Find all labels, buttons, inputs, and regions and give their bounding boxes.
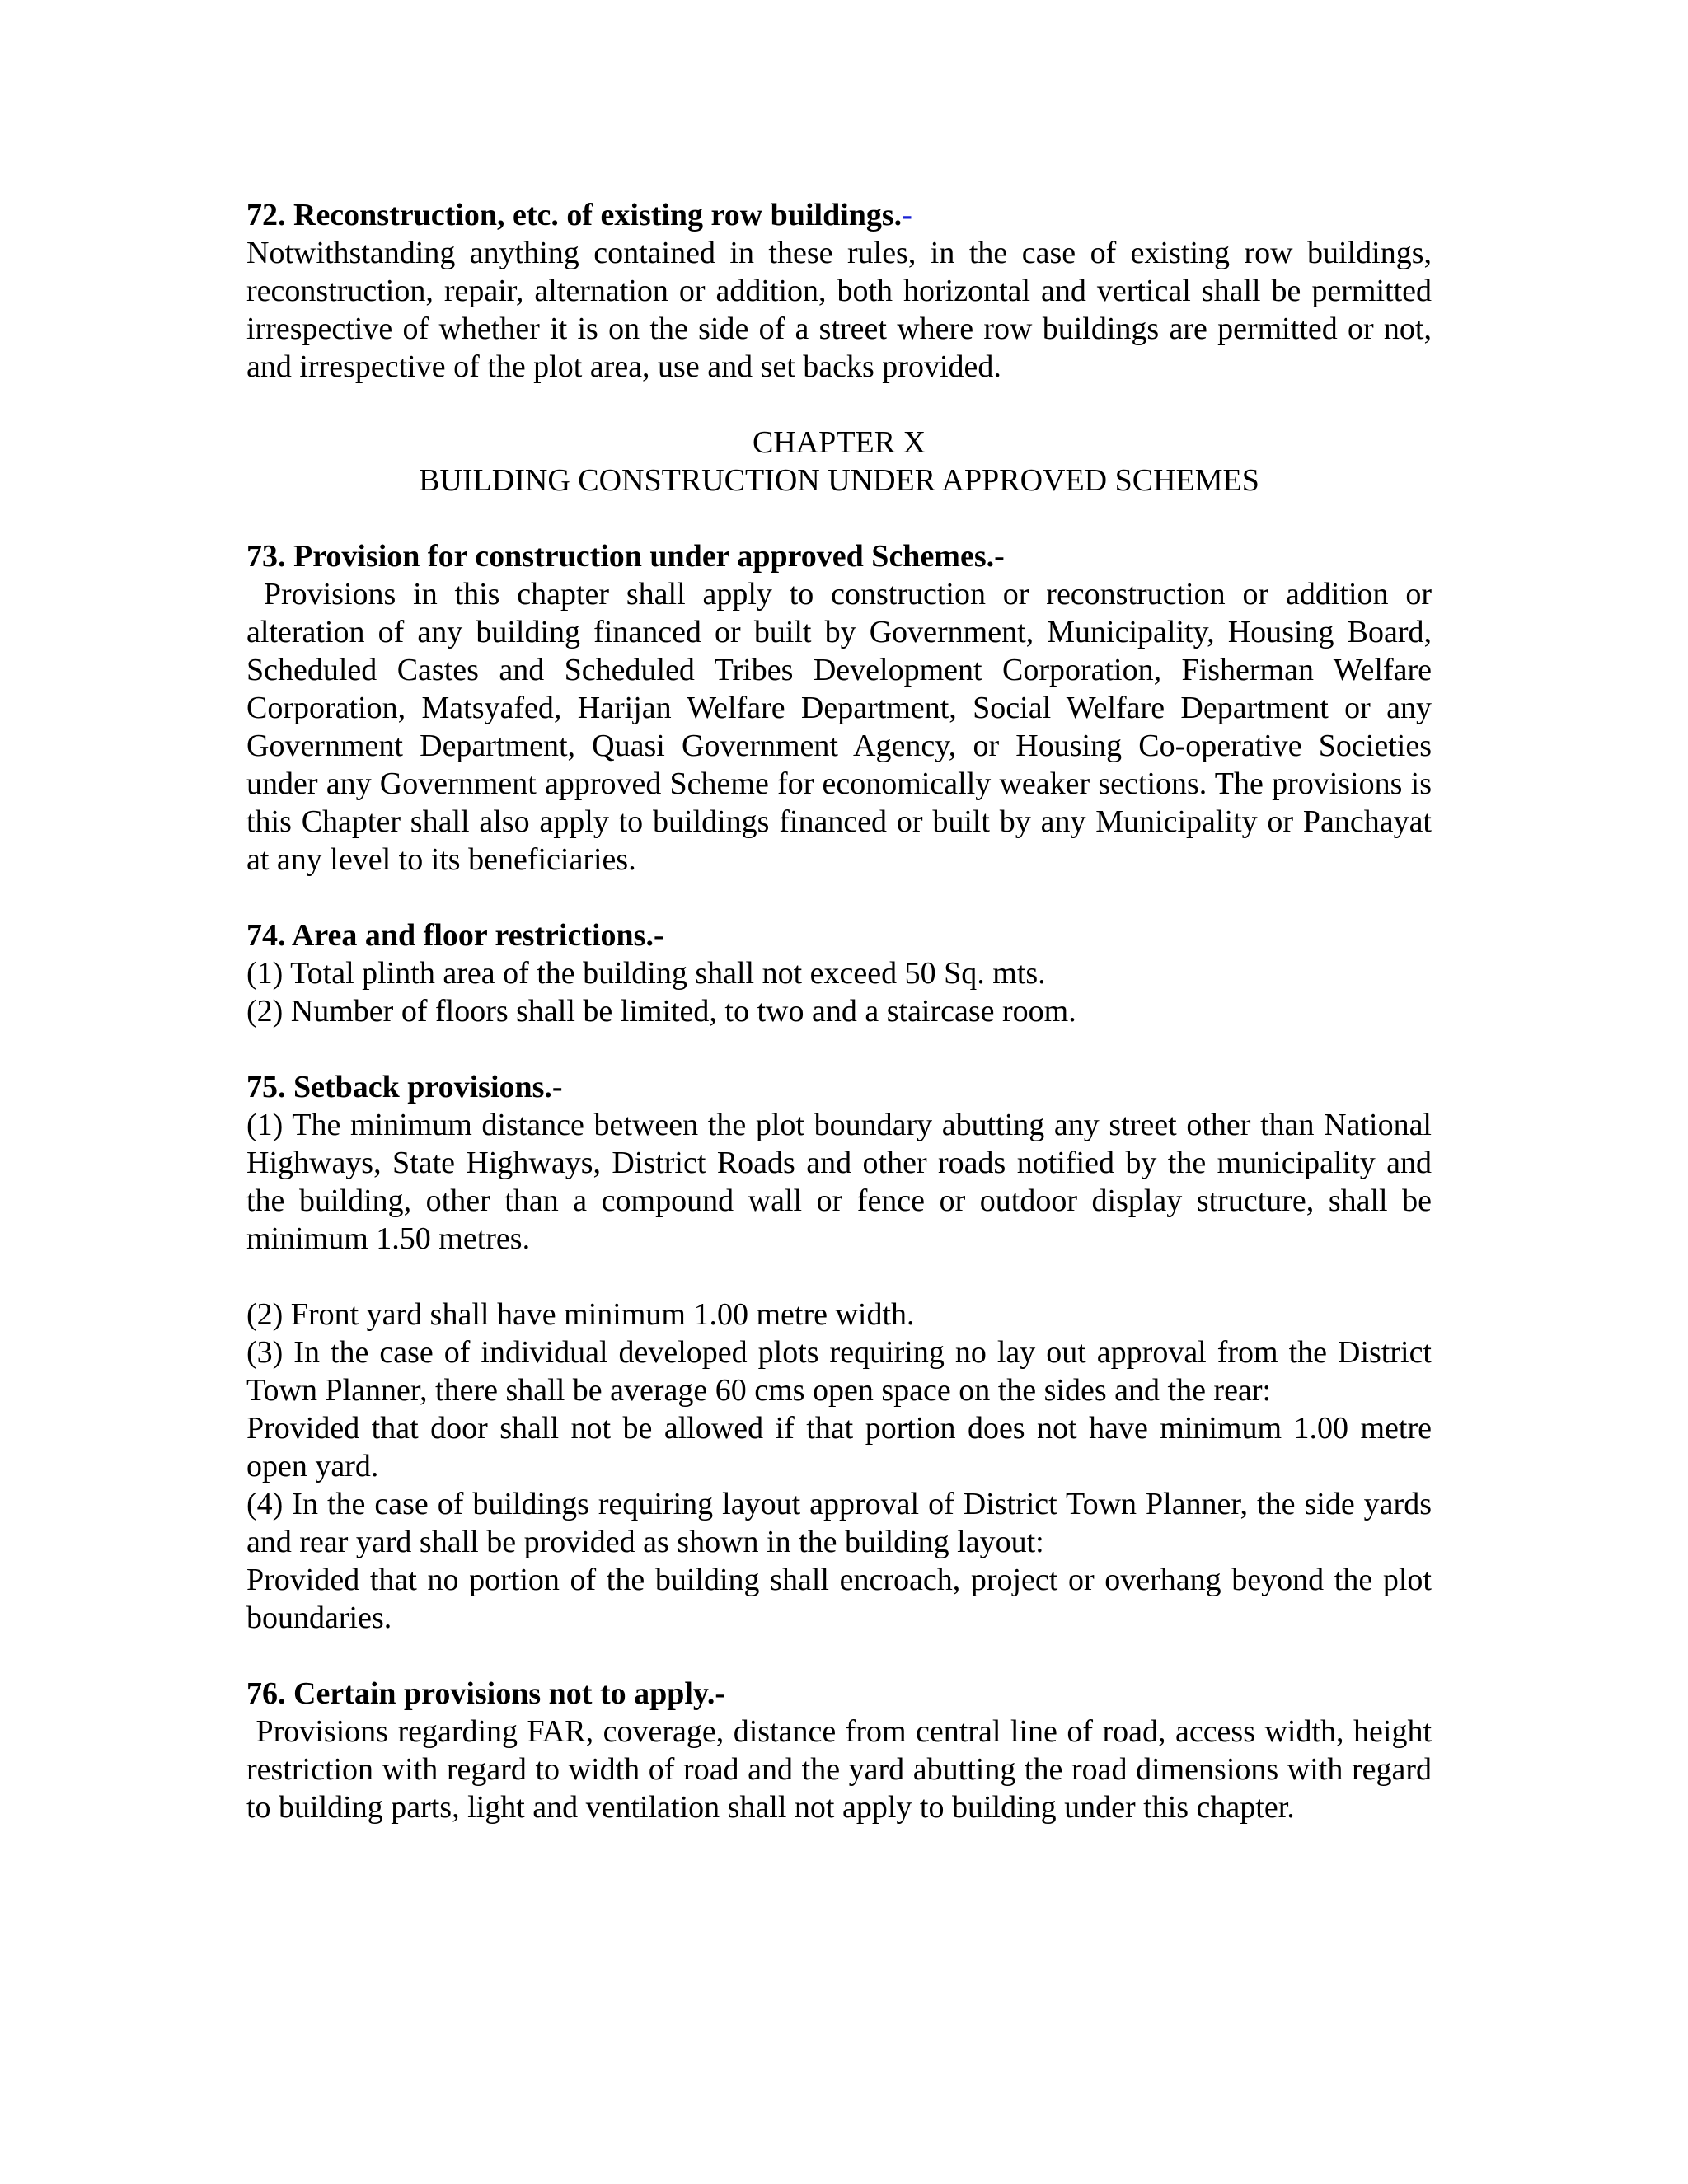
section-76-heading: 76. Certain provisions not to apply.- xyxy=(246,1676,725,1711)
spacer xyxy=(246,879,1432,916)
chapter-heading xyxy=(246,424,1432,499)
chapter-title: BUILDING CONSTRUCTION UNDER APPROVED SCHEMES xyxy=(419,463,1259,498)
section-73-body: Provisions in this chapter shall apply to construction or reconstruction or addition or alteration of any building financed or built by Government, Municipality, Housing Board, Scheduled Castes and Scheduled Tribes Development Corporation, Fisherman Welfare Corporation, Matsyafed, Harijan Welfare Department, Social Welfare Department or any Government Department, Quasi Government Agency, or Housing Co-operative Societies under any Government approved Scheme for economically weaker sections. The provisions is this Chapter shall also apply to buildings financed or built by any Municipality or Panchayat at any level to its beneficiaries. xyxy=(246,577,1440,877)
document-page xyxy=(246,196,1440,1826)
spacer xyxy=(246,1030,1432,1068)
section-74-heading: 74. Area and floor restrictions.- xyxy=(246,918,664,953)
section-73 xyxy=(246,537,1440,879)
section-72-heading xyxy=(246,196,1432,234)
section-75-clause-2: (2) Front yard shall have minimum 1.00 metre width. xyxy=(246,1297,915,1332)
section-76 xyxy=(246,1675,1440,1826)
section-72 xyxy=(246,196,1432,386)
section-74-clause-2: (2) Number of floors shall be limited, to two and a staircase room. xyxy=(246,994,1076,1029)
section-72-heading-text: 72. Reconstruction, etc. of existing row buildings. xyxy=(246,198,903,232)
section-72-body: Notwithstanding anything contained in these rules, in the case of existing row buildings, reconstruction, repair, alternation or addition, both horizontal and vertical shall be permitted irrespective of whether it is on the side of a street where row buildings are permitted or not, and irrespective of the plot area, use and set backs provided. xyxy=(246,236,1432,384)
section-73-heading: 73. Provision for construction under approved Schemes.- xyxy=(246,539,1005,574)
spacer xyxy=(246,1637,1432,1675)
section-76-body: Provisions regarding FAR, coverage, distance from central line of road, access width, height restriction with regard to width of road and the yard abutting the road dimensions with regard to building parts, light and ventilation shall not apply to building under this chapter. xyxy=(246,1714,1440,1825)
section-75-heading: 75. Setback provisions.- xyxy=(246,1070,563,1104)
section-75-clause-4: (4) In the case of buildings requiring layout approval of District Town Planner, the side yards and rear yard shall be provided as shown in the building layout: xyxy=(246,1487,1432,1559)
chapter-number: CHAPTER X xyxy=(752,425,926,460)
spacer xyxy=(246,1258,1432,1296)
spacer xyxy=(246,386,1432,424)
section-75-clause-3: (3) In the case of individual developed plots requiring no lay out approval from the District Town Planner, there shall be average 60 cms open space on the sides and the rear: xyxy=(246,1335,1432,1408)
section-75-clause-1: (1) The minimum distance between the plot boundary abutting any street other than National Highways, State Highways, District Roads and other roads notified by the municipality and the building, other than a compound wall or fence or outdoor display structure, shall be minimum 1.50 metres. xyxy=(246,1108,1432,1256)
section-75 xyxy=(246,1068,1432,1637)
section-75-proviso-3: Provided that door shall not be allowed if that portion does not have minimum 1.00 metre open yard. xyxy=(246,1411,1432,1483)
section-75-proviso-4: Provided that no portion of the building shall encroach, project or overhang beyond the plot boundaries. xyxy=(246,1563,1432,1635)
section-74 xyxy=(246,916,1432,1030)
spacer xyxy=(246,499,1432,537)
section-74-clause-1: (1) Total plinth area of the building shall not exceed 50 Sq. mts. xyxy=(246,956,1046,991)
section-72-heading-dash: - xyxy=(902,198,912,232)
